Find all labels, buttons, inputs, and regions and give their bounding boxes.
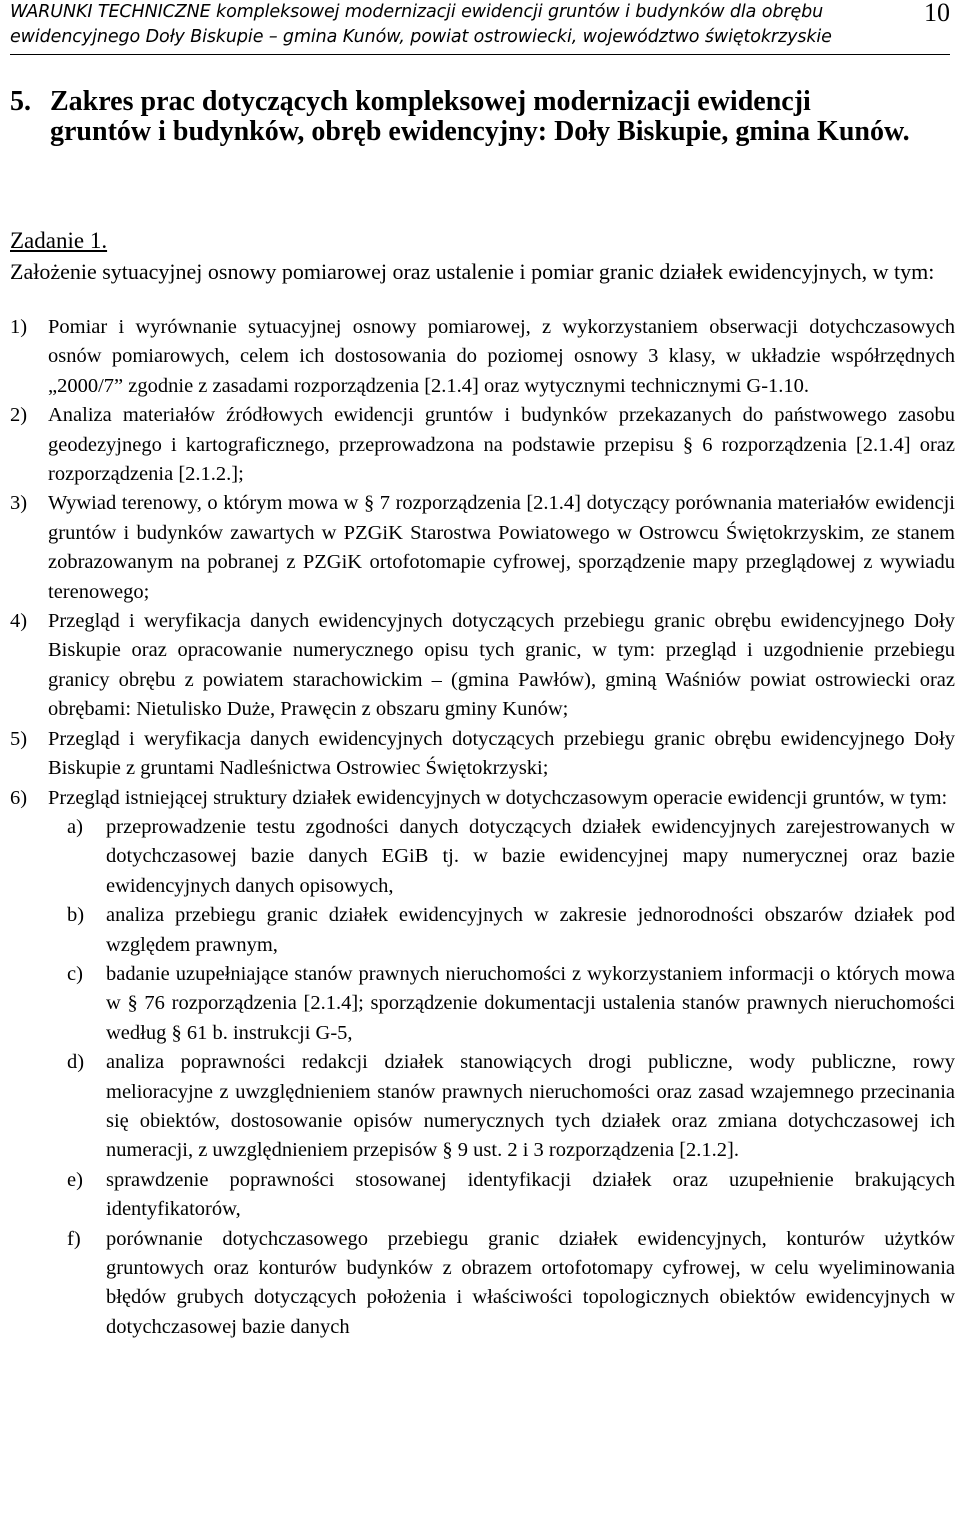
sub-list-item-text: sprawdzenie poprawności stosowanej identyfikacji działek oraz uzupełnienie brakujących identyfikatorów,	[106, 1168, 955, 1221]
sub-list-item	[10, 1048, 955, 1166]
sub-list-item	[10, 1225, 955, 1343]
section-title: Zakres prac dotyczących kompleksowej modernizacji ewidencji gruntów i budynków, obręb ewidencyjny: Doły Biskupie, gmina Kunów.	[50, 86, 910, 147]
list-item-text: Przegląd i weryfikacja danych ewidencyjnych dotyczących przebiegu granic obrębu ewidencyjnego Doły Biskupie oraz opracowanie numerycznego opisu tych granic, w tym: przegląd i uzgodnienie przebiegu granicy obrębu z powiatem starachowickim – (gmina Pawłów), gminą Waśniów powiat ostrowiecki oraz obrębami: Nietulisko Duże, Prawęcin z obszaru gminy Kunów;	[48, 610, 955, 721]
sub-list-item-text: analiza przebiegu granic działek ewidencyjnych w zakresie jednorodności obszarów działek pod względem prawnym,	[106, 904, 955, 956]
list-item-text: Przegląd i weryfikacja danych ewidencyjnych dotyczących przebiegu granic obrębu ewidencyjnego Doły Biskupie z gruntami Nadleśnictwa Ostrowiec Świętokrzyski;	[48, 727, 955, 780]
page-header	[10, 0, 950, 55]
sub-list-item-marker: e)	[67, 1168, 83, 1191]
list-item	[10, 313, 955, 401]
sub-list-item-marker: a)	[67, 815, 83, 838]
page-number: 10	[924, 0, 950, 27]
sub-list-item-marker: b)	[67, 904, 85, 927]
sub-list-item-marker: d)	[67, 1051, 85, 1074]
list-item-text: Pomiar i wyrównanie sytuacyjnej osnowy pomiarowej, z wykorzystaniem obserwacji dotychczasowych osnów pomiarowych, celem ich dostosowania do poziomej osnowy 3 klasy, w układzie współrzędnych „2000/7” zgodnie z zasadami rozporządzenia [2.1.4] oraz wytycznymi technicznymi G-1.10.	[48, 316, 955, 397]
sub-list-item-text: porównanie dotychczasowego przebiegu granic działek ewidencyjnych, konturów użytków gruntowych oraz konturów budynków z obrazem ortofotomapy cyfrowej, w celu wyeliminowania błędów grubych dotyczących położenia i właściwości topologicznych obiektów ewidencyjnych w dotychczasowej bazie danych	[106, 1227, 955, 1338]
sub-list-item	[10, 960, 955, 1048]
list-item-marker: 1)	[10, 316, 28, 338]
sub-list-item-marker: f)	[67, 1227, 81, 1250]
list-item	[10, 607, 955, 725]
list-item-marker: 2)	[10, 404, 28, 427]
list-item-text: Analiza materiałów źródłowych ewidencji gruntów i budynków przekazanych do państwowego zasobu geodezyjnego i kartograficznego, przeprowadzona na podstawie przepisu § 6 rozporządzenia [2.1.4] oraz rozporządzenia [2.1.2.];	[48, 404, 955, 486]
sub-list-item-text: przeprowadzenie testu zgodności danych dotyczących działek ewidencyjnych zarejestrowanych w dotychczasowej bazie danych EGiB tj. w bazie ewidencyjnej mapy numerycznej oraz bazie ewidencyjnych danych opisowych,	[106, 815, 955, 897]
sub-list-item-marker: c)	[67, 962, 83, 985]
list-item	[10, 784, 955, 813]
task-title: Założenie sytuacyjnej osnowy pomiarowej oraz ustalenie i pomiar granic działek ewidencyjnych, w tym:	[10, 259, 935, 284]
sub-list	[10, 813, 955, 1342]
sub-list-item-text: analiza poprawności redakcji działek stanowiących drogi publiczne, wody publiczne, rowy melioracyjne z uwzględnieniem stanów prawnych nieruchomości oraz zasad wzajemnego przecinania się obiektów, dostosowanie opisów numerycznych tych działek oraz zmiana dotychczasowej ich numeracji, z uwzględnieniem przepisów § 9 ust. 2 i 3 rozporządzenia [2.1.2].	[106, 1051, 955, 1162]
list-item-text: Wywiad terenowy, o którym mowa w § 7 rozporządzenia [2.1.4] dotyczący porównania materiałów ewidencji gruntów i budynków zawartych w PZGiK Starostwa Powiatowego w Ostrowcu Świętokrzyskim, ze stanem zobrazowanym na pobranej z PZGiK ortofotomapie cyfrowej, sporządzenie mapy przeglądowej z wywiadu terenowego;	[48, 492, 955, 603]
sub-list-item-text: badanie uzupełniające stanów prawnych nieruchomości z wykorzystaniem informacji o których mowa w § 76 rozporządzenia [2.1.4]; sporządzenie dokumentacji ustalenia stanów prawnych nieruchomości według § 61 b. instrukcji G-5,	[106, 962, 955, 1044]
list-item	[10, 725, 955, 784]
list-item	[10, 489, 955, 607]
section-number: 5.	[10, 86, 31, 117]
scope-list	[10, 313, 955, 1342]
list-item-marker: 5)	[10, 727, 28, 750]
list-item-text: Przegląd istniejącej struktury działek ewidencyjnych w dotychczasowym operacie ewidencji gruntów, w tym:	[48, 786, 948, 809]
sub-list-item	[10, 1166, 955, 1225]
list-item-marker: 6)	[10, 786, 28, 809]
header-line-2: ewidencyjnego Doły Biskupie – gmina Kunów, powiat ostrowiecki, województwo świętokrzyskie	[10, 27, 832, 47]
header-line-1: WARUNKI TECHNICZNE kompleksowej modernizacji ewidencji gruntów i budynków dla obrębu	[10, 2, 824, 22]
list-item-marker: 4)	[10, 610, 28, 633]
task-label: Zadanie 1.	[10, 228, 108, 253]
sub-list-item	[10, 901, 955, 960]
section-heading	[10, 87, 910, 147]
list-item	[10, 401, 955, 489]
sub-list-item	[10, 813, 955, 901]
list-item-marker: 3)	[10, 492, 28, 515]
